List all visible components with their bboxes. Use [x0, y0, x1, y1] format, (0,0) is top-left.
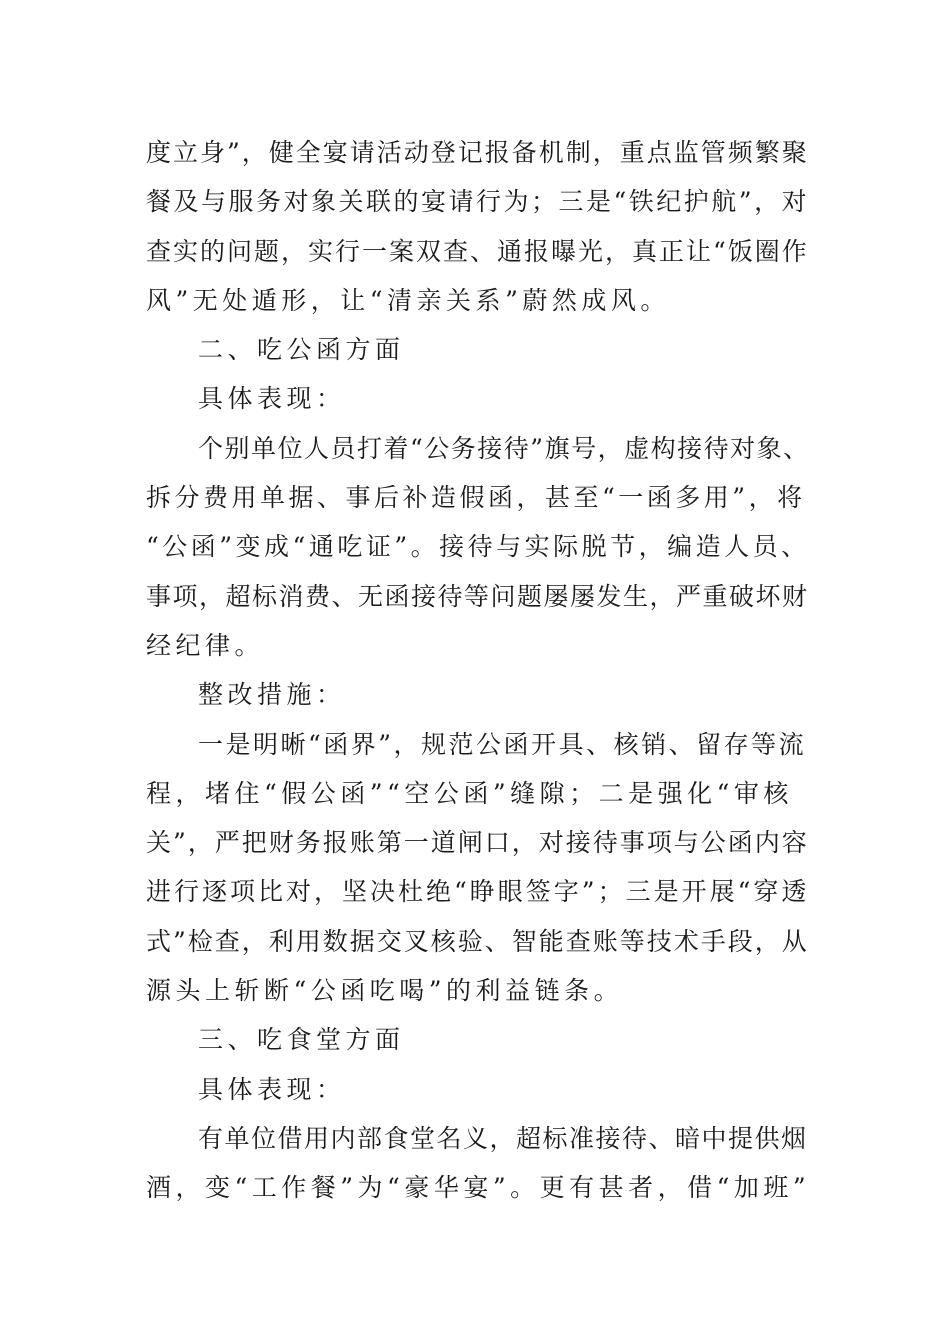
section-heading: 三、吃食堂方面: [198, 1025, 405, 1055]
text-line: 个别单位人员打着“公务接待”旗号，虚构接待对象、: [198, 433, 810, 463]
text-line: 事项，超标消费、无函接待等问题屡屡发生，严重破坏财: [146, 581, 809, 611]
subsection-label: 具体表现：: [198, 1074, 346, 1104]
text-line: 源头上斩断“公函吃喝”的利益链条。: [146, 976, 624, 1006]
text-line: 式”检查，利用数据交叉核验、智能查账等技术手段，从: [146, 926, 809, 956]
text-line: 进行逐项比对，坚决杜绝“睁眼签字”；三是开展“穿透: [146, 877, 810, 907]
text-line: 餐及与服务对象关联的宴请行为；三是“铁纪护航”，对: [146, 187, 810, 217]
text-line: 查实的问题，实行一案双查、通报曝光，真正让“饭圈作: [146, 236, 809, 266]
text-line: 有单位借用内部食堂名义，超标准接待、暗中提供烟: [198, 1123, 808, 1153]
text-line: 酒，变“工作餐”为“豪华宴”。更有甚者，借“加班”: [146, 1173, 811, 1203]
text-line: 经纪律。: [146, 630, 265, 660]
text-line: 一是明晰“函界”，规范公函开具、核销、留存等流: [198, 729, 807, 759]
text-line: 关”，严把财务报账第一道闸口，对接待事项与公函内容: [146, 828, 809, 858]
text-line: 风”无处遁形，让“清亲关系”蔚然成风。: [146, 285, 670, 315]
section-heading: 二、吃公函方面: [198, 335, 405, 365]
text-line: 度立身”，健全宴请活动登记报备机制，重点监管频繁聚: [146, 138, 809, 167]
document-page: [146, 128, 810, 1213]
text-line: “公函”变成“通吃证”。接待与实际脱节，编造人员、: [146, 532, 810, 562]
text-line: 拆分费用单据、事后补造假函，甚至“一函多用”，将: [146, 483, 806, 513]
subsection-label: 具体表现：: [198, 384, 346, 414]
text-line: 程，堵住“假公函”“空公函”缝隙；二是强化“审核: [146, 778, 793, 808]
subsection-label: 整改措施：: [198, 680, 346, 710]
